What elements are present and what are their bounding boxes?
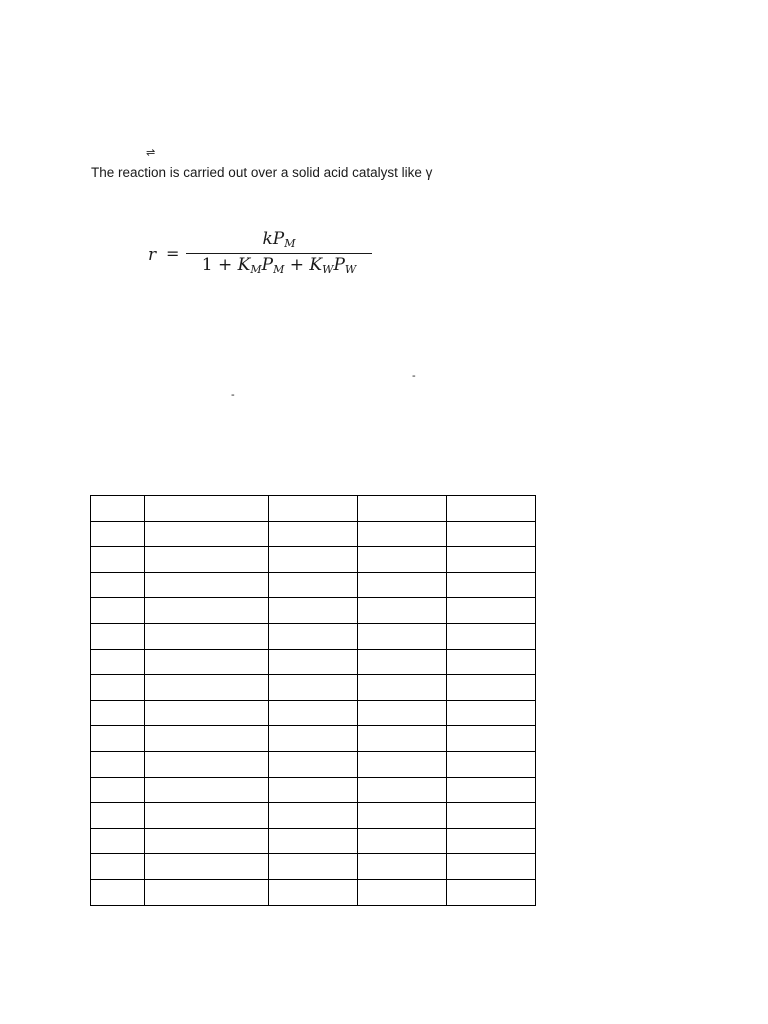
table-row [91, 777, 536, 803]
table-cell [447, 496, 536, 522]
table-cell [358, 751, 447, 777]
table-row [91, 726, 536, 752]
table-cell [91, 803, 145, 829]
table-cell [91, 726, 145, 752]
table-cell [358, 623, 447, 649]
table-row [91, 547, 536, 573]
table-row [91, 675, 536, 701]
table-row [91, 521, 536, 547]
table-cell [358, 777, 447, 803]
stray-dash-mark: - [231, 389, 235, 401]
table-cell [145, 572, 269, 598]
table-cell [91, 521, 145, 547]
table-cell [358, 828, 447, 854]
table-cell [358, 598, 447, 624]
empty-data-table [90, 495, 536, 906]
table-cell [358, 726, 447, 752]
table-cell [447, 803, 536, 829]
table-cell [145, 649, 269, 675]
table-cell [358, 547, 447, 573]
table-cell [358, 496, 447, 522]
table-cell [358, 803, 447, 829]
table-cell [269, 854, 358, 880]
stray-dash-mark: - [412, 370, 416, 382]
table-cell [269, 879, 358, 905]
table-cell [91, 496, 145, 522]
table-row [91, 879, 536, 905]
table-row [91, 751, 536, 777]
table-cell [269, 828, 358, 854]
table-cell [91, 598, 145, 624]
table-cell [91, 777, 145, 803]
table-cell [447, 572, 536, 598]
table-cell [145, 777, 269, 803]
equation-numerator: $kP_M$ [262, 229, 296, 250]
table-cell [269, 700, 358, 726]
equation-lhs: r [148, 245, 157, 265]
table-cell [269, 496, 358, 522]
table-cell [91, 547, 145, 573]
table-cell [91, 879, 145, 905]
table-cell [145, 803, 269, 829]
table-cell [145, 598, 269, 624]
table-cell [269, 623, 358, 649]
table-cell [269, 803, 358, 829]
table-cell [269, 777, 358, 803]
table-cell [91, 572, 145, 598]
table-cell [447, 879, 536, 905]
table-cell [91, 675, 145, 701]
table-cell [91, 700, 145, 726]
table-cell [447, 547, 536, 573]
table-cell [145, 675, 269, 701]
table-row [91, 803, 536, 829]
table-cell [447, 700, 536, 726]
table-cell [269, 521, 358, 547]
table-cell [269, 675, 358, 701]
table-cell [358, 521, 447, 547]
table-cell [358, 572, 447, 598]
table-cell [447, 649, 536, 675]
table-cell [145, 751, 269, 777]
table-cell [447, 675, 536, 701]
table-cell [358, 649, 447, 675]
table-cell [269, 649, 358, 675]
table-row [91, 598, 536, 624]
table-cell [91, 623, 145, 649]
table-row [91, 572, 536, 598]
table-cell [447, 521, 536, 547]
table-cell [145, 854, 269, 880]
table-row [91, 649, 536, 675]
fraction-bar [186, 253, 372, 254]
table-cell [447, 598, 536, 624]
table-row [91, 854, 536, 880]
table-cell [447, 726, 536, 752]
table-cell [358, 854, 447, 880]
table-cell [358, 700, 447, 726]
equation-fraction [186, 228, 372, 280]
table-cell [447, 751, 536, 777]
table-cell [145, 547, 269, 573]
table-row [91, 496, 536, 522]
table-cell [91, 649, 145, 675]
table-cell [91, 854, 145, 880]
table-body [91, 496, 536, 906]
table-cell [447, 854, 536, 880]
table-cell [145, 726, 269, 752]
table-cell [447, 623, 536, 649]
table-cell [269, 572, 358, 598]
table-cell [358, 675, 447, 701]
table-cell [145, 879, 269, 905]
table-cell [145, 496, 269, 522]
table-row [91, 623, 536, 649]
table-cell [358, 879, 447, 905]
table-cell [269, 726, 358, 752]
table-cell [269, 547, 358, 573]
table-cell [447, 777, 536, 803]
equation-equals-sign: = [166, 244, 180, 263]
table-row [91, 828, 536, 854]
table-cell [91, 828, 145, 854]
table-row [91, 700, 536, 726]
table-cell [269, 751, 358, 777]
table-cell [269, 598, 358, 624]
table-cell [91, 751, 145, 777]
table-cell [447, 828, 536, 854]
equation-denominator: $1 + K_MP_M + K_WP_W$ [201, 255, 357, 276]
table-cell [145, 700, 269, 726]
intro-sentence: The reaction is carried out over a solid acid catalyst like γ [91, 165, 433, 180]
table-cell [145, 623, 269, 649]
table-cell [145, 521, 269, 547]
table-cell [145, 828, 269, 854]
equilibrium-arrow-symbol: ⇌ [146, 146, 156, 159]
